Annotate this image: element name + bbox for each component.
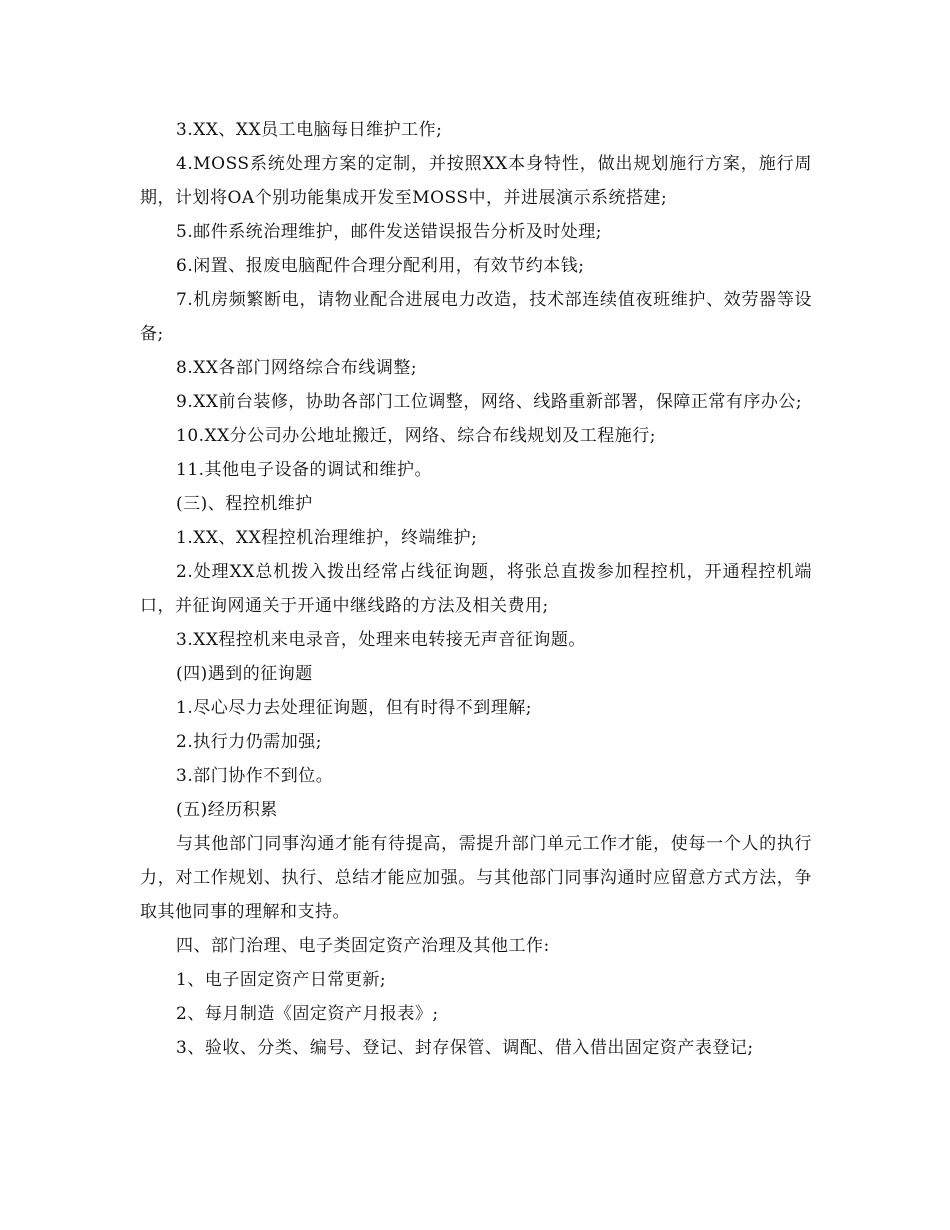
paragraph-problem-3: 3.部门协作不到位。 xyxy=(176,766,334,786)
paragraph-item-7: 7.机房频繁断电，请物业配合进展电力改造，技术部连续值夜班维护、效劳器等设备; xyxy=(140,290,812,344)
paragraph-problem-1: 1.尽心尽力去处理征询题，但有时得不到理解; xyxy=(176,698,532,718)
section-heading-assets: 四、部门治理、电子类固定资产治理及其他工作: xyxy=(176,936,550,956)
paragraph-asset-3: 3、验收、分类、编号、登记、封存保管、调配、借入借出固定资产表登记; xyxy=(176,1038,754,1058)
paragraph-item-6: 6.闲置、报废电脑配件合理分配利用，有效节约本钱; xyxy=(176,256,585,276)
paragraph-asset-1: 1、电子固定资产日常更新; xyxy=(176,970,387,990)
section-heading-pbx: (三)、程控机维护 xyxy=(176,494,313,514)
paragraph-item-10: 10.XX分公司办公地址搬迁，网络、综合布线规划及工程施行; xyxy=(176,426,656,446)
paragraph-pbx-2: 2.处理XX总机拨入拨出经常占线征询题，将张总直拨参加程控机，开通程控机端口，并征询网通关于开通中继线路的方法及相关费用; xyxy=(140,562,812,616)
paragraph-item-4: 4.MOSS系统处理方案的定制，并按照XX本身特性，做出规划施行方案，施行周期，计划将OA个别功能集成开发至MOSS中，并进展演示系统搭建; xyxy=(140,154,812,208)
paragraph-item-8: 8.XX各部门网络综合布线调整; xyxy=(176,358,418,378)
section-heading-experience: (五)经历积累 xyxy=(176,800,278,820)
paragraph-problem-2: 2.执行力仍需加强; xyxy=(176,732,322,752)
document-body xyxy=(140,113,812,1065)
paragraph-pbx-1: 1.XX、XX程控机治理维护，终端维护; xyxy=(176,528,478,548)
section-heading-problems: (四)遇到的征询题 xyxy=(176,664,313,684)
paragraph-item-5: 5.邮件系统治理维护，邮件发送错误报告分析及时处理; xyxy=(176,222,602,242)
paragraph-item-9: 9.XX前台装修，协助各部门工位调整，网络、线路重新部署，保障正常有序办公; xyxy=(176,392,803,412)
paragraph-item-3: 3.XX、XX员工电脑每日维护工作; xyxy=(176,120,443,140)
paragraph-experience: 与其他部门同事沟通才能有待提高，需提升部门单元工作才能，使每一个人的执行力，对工作规划、执行、总结才能应加强。与其他部门同事沟通时应留意方式方法，争取其他同事的理解和支持。 xyxy=(140,834,812,922)
paragraph-item-11: 11.其他电子设备的调试和维护。 xyxy=(176,460,433,480)
paragraph-pbx-3: 3.XX程控机来电录音，处理来电转接无声音征询题。 xyxy=(176,630,586,650)
paragraph-asset-2: 2、每月制造《固定资产月报表》; xyxy=(176,1004,439,1024)
